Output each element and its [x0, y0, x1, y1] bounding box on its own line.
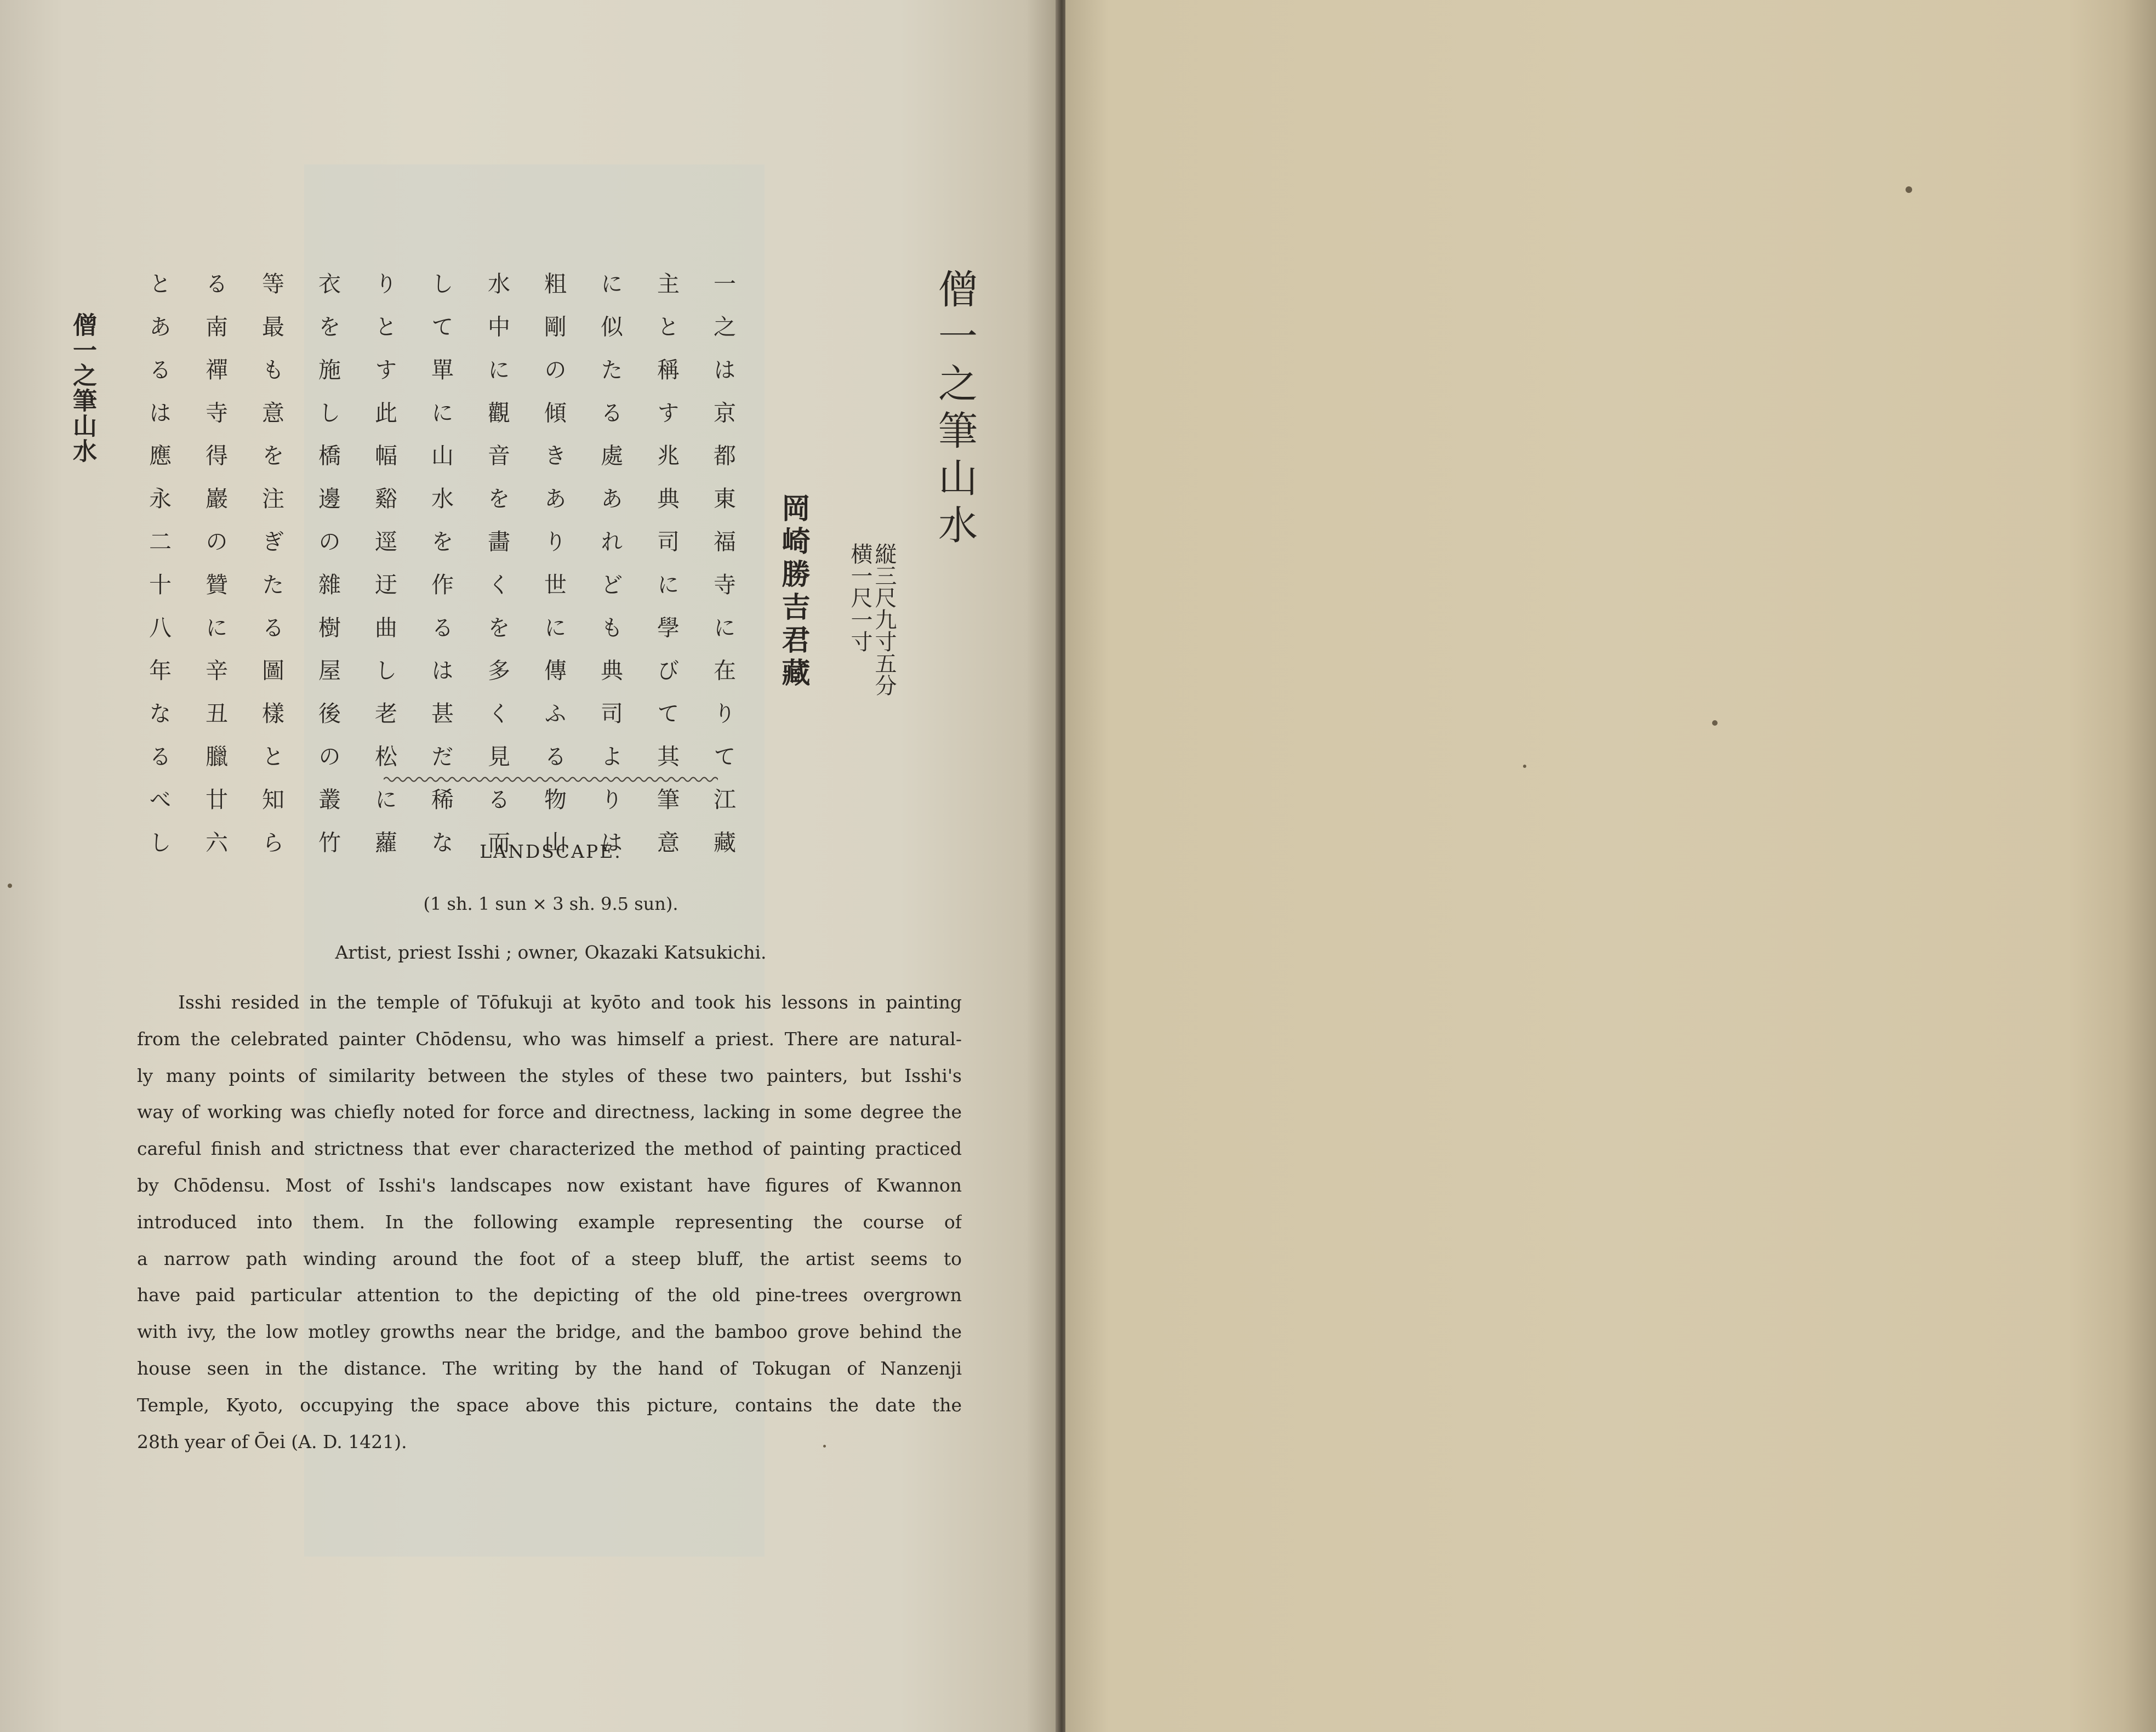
english-dimensions: (1 sh. 1 sun × 3 sh. 9.5 sun). [423, 893, 678, 914]
body-jp-column: 粗剛の傾きあり世に傳ふる物山 [540, 272, 567, 874]
paper-speck [823, 1445, 826, 1448]
description-line: careful finish and strictness that ever characterized the method of painting practiced [137, 1138, 962, 1160]
description-line: have paid particular attention to the depicting of the old pine-trees overgrown [137, 1284, 962, 1306]
page-title-jp: 僧一之筆山水 [932, 269, 978, 551]
description-line: Isshi resided in the temple of Tōfukuji at kyōto and took his lessons in painting [178, 992, 962, 1013]
running-head: 僧一之筆山水 [69, 312, 96, 464]
description-line: with ivy, the low motley growths near the bridge, and the bamboo grove behind the [137, 1321, 962, 1343]
body-jp-column: りとす此幅谿逕迂曲し老松に蘿 [371, 272, 397, 874]
description-line: by Chōdensu. Most of Isshi's landscapes now existant have figures of Kwannon [137, 1174, 962, 1196]
english-description [137, 984, 962, 1460]
wavy-divider [384, 773, 718, 786]
body-jp-column: 水中に觀音を畵くを多く見る而 [484, 272, 510, 874]
paper-speck [1906, 186, 1912, 193]
english-title: LANDSCAPE. [480, 841, 622, 862]
body-jp-column: して單に山水を作るは甚だ稀な [427, 272, 454, 874]
paper-speck [1712, 720, 1718, 726]
dimensions-jp-line: 縦三尺九寸五分 [871, 543, 897, 696]
description-line: from the celebrated painter Chōdensu, who was himself a priest. There are natural- [137, 1028, 962, 1050]
description-line: Temple, Kyoto, occupying the space above this picture, contains the date the [137, 1394, 962, 1416]
description-line: way of working was chiefly noted for force and directness, lacking in some degree the [137, 1101, 962, 1123]
body-jp-column: る南禪寺得巖の贊に辛丑臘廿六 [202, 272, 228, 874]
left-page [0, 0, 1058, 1732]
english-artist-owner: Artist, priest Isshi ; owner, Okazaki Katsukichi. [335, 942, 767, 963]
description-line: a narrow path winding around the foot of a steep bluff, the artist seems to [137, 1247, 962, 1269]
paper-speck [1523, 765, 1526, 768]
description-line: house seen in the distance. The writing by the hand of Tokugan of Nanzenji [137, 1357, 962, 1379]
description-line: ly many points of similarity between the styles of these two painters, but Isshi's [137, 1064, 962, 1086]
body-jp-column: に似たる處あれども典司よりは [597, 272, 623, 874]
body-jp-column: 等最も意を注ぎたる圖樣と知ら [258, 272, 284, 874]
dimensions-jp [847, 543, 896, 696]
right-page-blank [1065, 0, 2156, 1732]
body-jp-column: 衣を施し橋邊の雜樹屋後の叢竹 [315, 272, 341, 874]
owner-jp: 岡崎勝吉君藏 [777, 493, 810, 691]
body-jp-column: 主と稱す兆典司に學びて其筆意 [653, 272, 680, 874]
dimensions-jp-line: 横一尺一寸 [847, 543, 872, 652]
description-line: 28th year of Ōei (A. D. 1421). [137, 1431, 407, 1452]
body-jp-column: とあるは應永二十八年なるべし [145, 272, 172, 874]
description-line: introduced into them. In the following example representing the course of [137, 1211, 962, 1233]
paper-speck [8, 884, 12, 888]
body-jp-column: 一之は京都東福寺に在りて江藏 [710, 272, 736, 874]
